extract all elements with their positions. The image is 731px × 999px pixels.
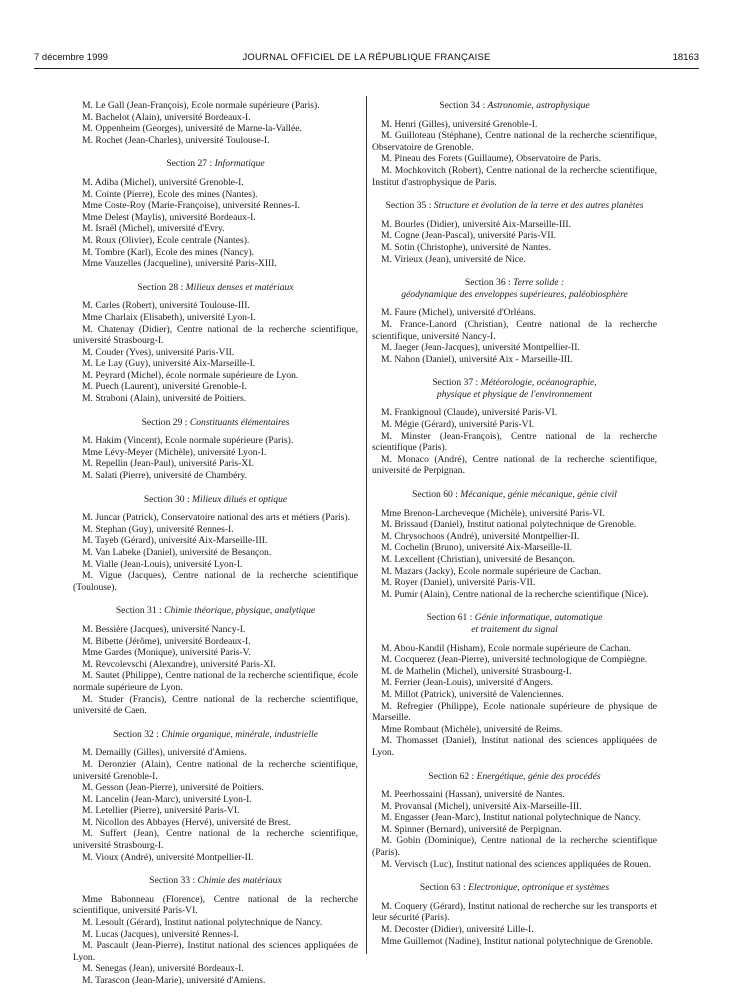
member-entry: M. Vioux (André), université Montpellier-II.	[82, 851, 254, 863]
section-title	[372, 612, 657, 635]
header-date: 7 décembre 1999	[34, 52, 108, 63]
section-block	[372, 882, 657, 947]
section-subject-continued: géodynamique des enveloppes supérieures, paléobiosphère	[401, 288, 628, 300]
member-entry: M. Engasser (Jean-Marc), Institut national polytechnique de Nancy.	[381, 812, 641, 824]
member-entry: Mme Brenon-Larcheveque (Michèle), université Paris-VI.	[381, 507, 605, 519]
member-entry: Mme Coste-Roy (Marie-Françoise), université Rennes-I.	[82, 200, 300, 212]
section-block	[73, 605, 358, 716]
section-number: Section 29 :	[141, 416, 190, 428]
member-entry: M. Lucas (Jacques), université Rennes-I.	[82, 928, 239, 940]
member-entry: M. Lesoult (Gérard), Institut national polytechnique de Nancy.	[82, 917, 323, 929]
member-entry: Mme Guillemot (Nadine), Institut national polytechnique de Grenoble.	[381, 935, 654, 947]
member-entry: M. Revcolevschi (Alexandre), université Paris-XI.	[82, 658, 276, 670]
member-entry: M. Mégie (Gérard), université Paris-VI.	[381, 419, 535, 431]
member-entry: M. Salati (Pierre), université de Chambéry.	[82, 470, 248, 482]
member-entry: M. Cochelin (Bruno), université Aix-Marseille-II.	[381, 542, 573, 554]
member-entry: M. Chrysochoos (André), université Montpellier-II.	[381, 530, 580, 542]
header-journal-title: JOURNAL OFFICIEL DE LA RÉPUBLIQUE FRANÇAISE	[242, 52, 491, 63]
member-entry: M. Letellier (Pierre), université Paris-VI.	[82, 805, 240, 817]
member-entry: M. Provansal (Michel), université Aix-Marseille-III.	[381, 800, 582, 812]
section-title	[372, 771, 657, 783]
member-entry: M. Minster (Jean-François), Centre national de la recherche scientifique (Paris).	[372, 430, 657, 454]
member-entry: M. Vervisch (Luc), Institut national des sciences appliquées de Rouen.	[381, 858, 651, 870]
member-entry: M. Tayeb (Gérard), université Aix-Marseille-III.	[82, 535, 268, 547]
section-subject: Structure et évolution de la terre et des autres planètes	[433, 200, 644, 212]
section-subject: Milieux denses et matériaux	[185, 281, 294, 293]
section-subject: Chimie théorique, physique, analytique	[164, 605, 316, 617]
section-number: Section 33 :	[149, 875, 198, 887]
member-entry: Mme Delest (Maylis), université Bordeaux-I.	[82, 211, 256, 223]
member-entry: M. Ferrier (Jean-Louis), université d'Angers.	[381, 677, 553, 689]
member-entry: M. Couder (Yves), université Paris-VII.	[82, 346, 235, 358]
section-number: Section 32 :	[113, 728, 162, 740]
section-block	[73, 729, 358, 864]
member-entry: Mme Rombaut (Michèle), université de Reims.	[381, 723, 563, 735]
section-subject-continued: physique et physique de l'environnement	[436, 388, 593, 400]
section-title	[372, 200, 657, 212]
section-subject: Constituants élémentaires	[189, 416, 290, 428]
member-entry: M. Mazars (Jacky), Ecole normale supérieure de Cachan.	[381, 565, 602, 577]
section-number: Section 30 :	[143, 493, 193, 505]
member-entry: M. Thomasset (Daniel), Institut national des sciences appliquées de Lyon.	[372, 735, 657, 758]
member-entry: M. Roux (Olivier), Ecole centrale (Nantes).	[82, 234, 250, 246]
member-entry: M. Studer (Francis), Centre national de la recherche scientifique, université de Caen.	[73, 693, 358, 717]
member-entry: M. Stephan (Guy), université Rennes-I.	[82, 523, 234, 535]
member-entry: M. Cointe (Pierre), Ecole des mines (Nantes).	[82, 188, 258, 200]
section-title	[73, 282, 358, 294]
member-entry: M. Pumir (Alain), Centre national de la recherche scientifique (Nice).	[381, 588, 649, 600]
member-entry: M. Lancelin (Jean-Marc), université Lyon-I.	[82, 793, 252, 805]
member-entry: M. Sautet (Philippe), Centre national de la recherche scientifique, école normale supérieure de Lyon.	[73, 670, 358, 693]
section-block	[372, 377, 657, 477]
section-block	[372, 771, 657, 871]
member-entry: M. Royer (Daniel), université Paris-VII.	[381, 577, 536, 589]
member-entry: M. Monaco (André), Centre national de la recherche scientifique, université de Perpignan.	[372, 453, 657, 477]
member-entry: M. Demailly (Gilles), université d'Amiens.	[82, 747, 247, 759]
member-entry: M. Oppenheim (Georges), université de Marne-la-Vallée.	[82, 123, 302, 135]
member-entry: M. Nahon (Daniel), université Aix - Marseille-III.	[381, 353, 573, 365]
member-entry: M. Deronzier (Alain), Centre national de la recherche scientifique, université Grenoble-I.	[73, 758, 358, 782]
member-entry: M. Mochkovitch (Robert), Centre national de la recherche scientifique, Institut d'astrophysique de Paris.	[372, 164, 657, 188]
section-block	[372, 489, 657, 600]
member-entry: M. Carles (Robert), université Toulouse-III.	[82, 300, 250, 312]
section-subject: Météorologie, océanographie,	[480, 377, 597, 389]
section-number: Section 63 :	[419, 882, 469, 894]
member-entry: M. Decoster (Didier), université Lille-I.	[381, 924, 534, 936]
member-entry: M. Israël (Michel), université d'Evry.	[82, 223, 225, 235]
header-page-number: 18163	[672, 52, 699, 63]
section-block	[372, 277, 657, 365]
member-entry: M. Straboni (Alain), université de Poitiers.	[82, 393, 247, 405]
member-entry: Mme Gardes (Monique), université Paris-V.	[82, 647, 251, 659]
section-subject: Informatique	[214, 158, 265, 170]
member-entry: M. Sotin (Christophe), université de Nantes.	[381, 241, 551, 253]
section-title	[73, 875, 358, 887]
member-entry: M. Repellin (Jean-Paul), université Paris-XI.	[82, 458, 254, 470]
member-entry: M. Gobin (Dominique), Centre national de la recherche scientifique (Paris).	[372, 835, 657, 859]
member-entry: M. Pascault (Jean-Pierre), Institut national des sciences appliquées de Lyon.	[73, 940, 358, 963]
section-block	[73, 100, 358, 146]
member-entry: M. Tarascon (Jean-Marie), université d'Amiens.	[82, 975, 266, 986]
member-entry: M. Tombre (Karl), Ecole des mines (Nancy).	[82, 246, 255, 258]
section-subject-continued: et traitement du signal	[471, 623, 558, 635]
section-block	[73, 875, 358, 986]
member-entry: M. Henri (Gilles), université Grenoble-I.	[381, 118, 538, 130]
section-block	[372, 100, 657, 188]
section-subject: Terre solide :	[513, 277, 565, 289]
member-entry: M. Gesson (Jean-Pierre), université de Poitiers.	[82, 782, 264, 794]
section-title	[73, 158, 358, 170]
section-number: Section 37 :	[432, 377, 481, 389]
member-entry: M. Vigue (Jacques), Centre national de la recherche scientifique (Toulouse).	[73, 570, 358, 593]
member-entry: M. Lexcellent (Christian), université de Besançon.	[381, 554, 575, 565]
member-entry: Mme Lévy-Meyer (Michèle), université Lyon-I.	[82, 446, 267, 458]
member-entry: M. Guilloteau (Stéphane), Centre national de la recherche scientifique, Observatoire de Grenoble.	[372, 130, 657, 153]
member-entry: M. Faure (Michel), université d'Orléans.	[381, 307, 536, 319]
section-number: Section 27 :	[166, 158, 215, 170]
left-column	[73, 100, 358, 999]
section-title	[73, 417, 358, 429]
member-entry: M. Peyrard (Michel), école normale supérieure de Lyon.	[82, 369, 299, 381]
member-entry: M. Refregier (Philippe), Ecole nationale supérieure de physique de Marseille.	[372, 700, 657, 724]
member-entry: M. de Mathelin (Michel), université Strasbourg-I.	[381, 665, 572, 677]
section-number: Section 35 :	[385, 200, 434, 212]
section-title	[73, 605, 358, 617]
section-subject: Energétique, génie des procédés	[476, 770, 601, 782]
member-entry: M. Puech (Laurent), université Grenoble-I.	[82, 381, 247, 393]
member-entry: M. Cogne (Jean-Pascal), université Paris-VII.	[381, 230, 557, 242]
column-divider	[366, 96, 367, 954]
section-subject: Génie informatique, automatique	[474, 612, 603, 624]
member-entry: M. Hakim (Vincent), Ecole normale supérieure (Paris).	[82, 435, 294, 447]
section-subject: Chimie organique, minérale, industrielle	[161, 728, 318, 740]
section-subject: Milieux dilués et optique	[192, 493, 288, 505]
member-entry: M. Juncar (Patrick), Conservatoire national des arts et métiers (Paris).	[82, 512, 351, 524]
section-block	[73, 417, 358, 482]
section-subject: Electronique, optronique et systèmes	[468, 882, 610, 894]
header-rule	[34, 68, 699, 69]
member-entry: M. Senegas (Jean), université Bordeaux-I.	[82, 963, 244, 975]
section-number: Section 62 :	[428, 770, 477, 782]
member-entry: M. Cocquerez (Jean-Pierre), université technologique de Compiègne.	[381, 654, 648, 666]
section-block	[372, 612, 657, 758]
section-subject: Chimie des matériaux	[197, 875, 282, 887]
member-entry: M. Chatenay (Didier), Centre national de la recherche scientifique, université Strasbourg-I.	[73, 323, 358, 347]
section-block	[73, 494, 358, 594]
section-subject: Mécanique, génie mécanique, génie civil	[460, 489, 617, 501]
member-entry: M. Bessière (Jacques), université Nancy-I.	[82, 623, 246, 635]
member-entry: M. Bourles (Didier), université Aix-Marseille-III.	[381, 218, 571, 230]
section-number: Section 60 :	[412, 489, 461, 501]
section-title	[372, 377, 657, 400]
member-entry: M. Adiba (Michel), université Grenoble-I.	[82, 176, 244, 188]
member-entry: M. Van Labeke (Daniel), université de Besançon.	[82, 547, 272, 558]
member-entry: M. Le Lay (Guy), université Aix-Marseille-I.	[82, 358, 256, 370]
section-title	[372, 882, 657, 894]
section-number: Section 36 :	[464, 277, 514, 289]
section-title	[372, 277, 657, 300]
member-entry: M. Bachelot (Alain), université Bordeaux-I.	[82, 111, 251, 123]
section-title	[372, 489, 657, 501]
section-title	[73, 494, 358, 506]
section-number: Section 34 :	[439, 100, 488, 111]
section-number: Section 28 :	[137, 281, 186, 293]
member-entry: M. Brissaud (Daniel), Institut national polytechnique de Grenoble.	[381, 519, 637, 531]
section-block	[372, 200, 657, 265]
member-entry: M. Millot (Patrick), université de Valenciennes.	[381, 688, 564, 700]
member-entry: M. Frankignoul (Claude), université Paris-VI.	[381, 407, 558, 419]
right-column	[372, 100, 657, 959]
member-entry: M. Abou-Kandil (Hisham), Ecole normale supérieure de Cachan.	[381, 642, 631, 654]
member-entry: Mme Charlaix (Elisabeth), université Lyon-I.	[82, 311, 256, 323]
member-entry: M. Rochet (Jean-Charles), université Toulouse-I.	[82, 134, 270, 146]
member-entry: Mme Babonneau (Florence), Centre national de la recherche scientifique, université Paris-VI.	[73, 893, 358, 917]
page-header	[34, 50, 699, 68]
member-entry: M. Peerhossaini (Hassan), université de Nantes.	[381, 789, 565, 801]
section-block	[73, 158, 358, 269]
section-number: Section 31 :	[115, 605, 165, 617]
member-entry: M. Pineau des Forets (Guillaume), Observatoire de Paris.	[381, 153, 602, 165]
section-block	[73, 282, 358, 405]
member-entry: M. Nicollon des Abbayes (Hervé), université de Brest.	[82, 816, 291, 828]
member-entry: M. Spinner (Bernard), université de Perpignan.	[381, 823, 562, 835]
member-entry: M. Suffert (Jean), Centre national de la recherche scientifique, université Strasbourg-I.	[73, 828, 358, 852]
section-number: Section 61 :	[426, 612, 475, 624]
member-entry: M. Virieux (Jean), université de Nice.	[381, 253, 526, 265]
member-entry: M. Jaeger (Jean-Jacques), université Montpellier-II.	[381, 342, 580, 354]
member-entry: M. Bibette (Jérôme), université Bordeaux-I.	[82, 635, 251, 647]
section-title	[372, 100, 657, 112]
section-subject: Astronomie, astrophysique	[487, 100, 590, 111]
member-entry: M. Vialle (Jean-Louis), université Lyon-I.	[82, 558, 243, 570]
member-entry: Mme Vauzelles (Jacqueline), université Paris-XIII.	[82, 258, 277, 270]
member-entry: M. Le Gall (Jean-François), Ecole normale supérieure (Paris).	[82, 100, 320, 111]
member-entry: M. Coquery (Gérard), Institut national de recherche sur les transports et leur sécurité (Paris).	[372, 900, 657, 924]
member-entry: M. France-Lanord (Christian), Centre national de la recherche scientifique, université Nancy-I.	[372, 318, 657, 342]
section-title	[73, 729, 358, 741]
